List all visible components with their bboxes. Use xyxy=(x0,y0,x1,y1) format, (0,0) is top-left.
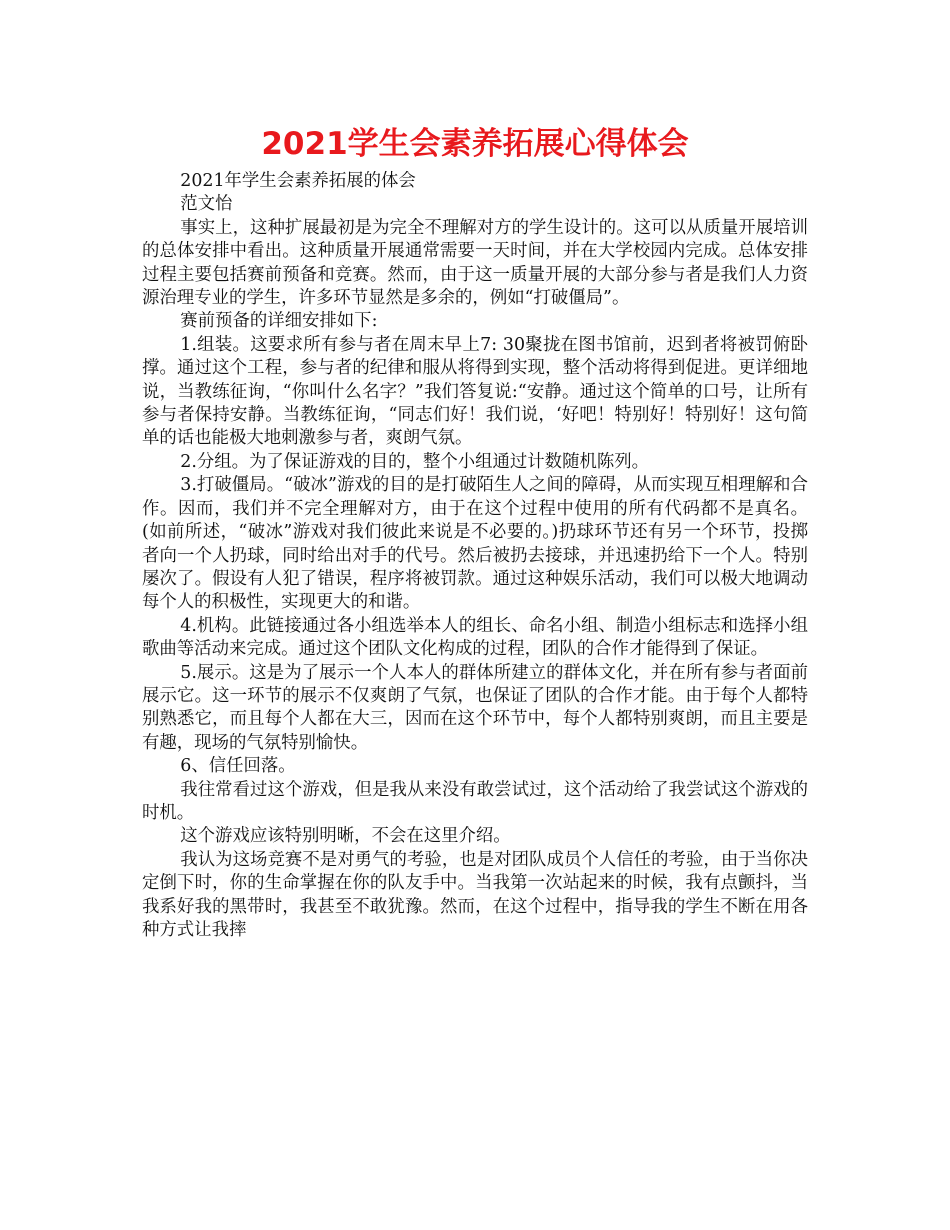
body-paragraph: 5.展示。这是为了展示一个人本人的群体所建立的群体文化，并在所有参与者面前展示它。这一环节的展示不仅爽朗了气氛，也保证了团队的合作才能。由于每个人都特别熟悉它，而且每个人都在大三，因而在这个环节中，每个人都特别爽朗，而且主要是有趣，现场的气氛特别愉快。 xyxy=(142,662,808,753)
body-paragraph: 我认为这场竞赛不是对勇气的考验，也是对团队成员个人信任的考验，由于当你决定倒下时，你的生命掌握在你的队友手中。当我第一次站起来的时候，我有点颤抖，当我系好我的黑带时，我甚至不敢犹豫。然而，在这个过程中，指导我的学生不断在用各种方式让我摔 xyxy=(142,849,808,940)
document-body xyxy=(142,170,808,942)
body-paragraph: 这个游戏应该特别明晰，不会在这里介绍。 xyxy=(180,826,511,847)
author-paragraph: 范文怡 xyxy=(180,194,233,215)
document-title: 2021学生会素养拓展心得体会 xyxy=(261,126,689,162)
body-paragraph: 事实上，这种扩展最初是为完全不理解对方的学生设计的。这可以从质量开展培训的总体安排中看出。这种质量开展通常需要一天时间，并在大学校园内完成。总体安排过程主要包括赛前预备和竞赛。然而，由于这一质量开展的大部分参与者是我们人力资源治理专业的学生，许多环节显然是多余的，例如“打破僵局”。 xyxy=(142,217,808,309)
body-paragraph: 4.机构。此链接通过各小组选举本人的组长、命名小组、制造小组标志和选择小组歌曲等活动来完成。通过这个团队文化构成的过程，团队的合作才能得到了保证。 xyxy=(142,615,808,660)
body-paragraph: 1.组装。这要求所有参与者在周末早上7: 30聚拢在图书馆前，迟到者将被罚俯卧撑。通过这个工程，参与者的纪律和服从将得到实现，整个活动将得到促进。更详细地说，当教练征询，“你叫什么名字？”我们答复说:“安静。通过这个简单的口号，让所有参与者保持安静。当教练征询，“同志们好！我们说，‘好吧！特别好！特别好！这句简单的话也能极大地刺激参与者，爽朗气氛。 xyxy=(142,334,808,449)
subtitle-paragraph: 2021年学生会素养拓展的体会 xyxy=(180,171,416,191)
body-paragraph: 我往常看过这个游戏，但是我从来没有敢尝试过，这个活动给了我尝试这个游戏的时机。 xyxy=(142,779,808,823)
body-paragraph: 赛前预备的详细安排如下: xyxy=(180,311,378,332)
body-paragraph: 6、信任回落。 xyxy=(180,756,296,777)
body-paragraph: 2.分组。为了保证游戏的目的，整个小组通过计数随机陈列。 xyxy=(180,451,650,472)
body-paragraph: 3.打破僵局。“破冰”游戏的目的是打破陌生人之间的障碍，从而实现互相理解和合作。因而，我们并不完全理解对方，由于在这个过程中使用的所有代码都不是真名。(如前所述，“破冰”游戏对我们彼此来说是不必要的。)扔球环节还有另一个环节，投掷者向一个人扔球，同时给出对手的代号。然后被扔去接球，并迅速扔给下一个人。特别屡次了。假设有人犯了错误，程序将被罚款。通过这种娱乐活动，我们可以极大地调动每个人的积极性，实现更大的和谐。 xyxy=(142,475,808,613)
